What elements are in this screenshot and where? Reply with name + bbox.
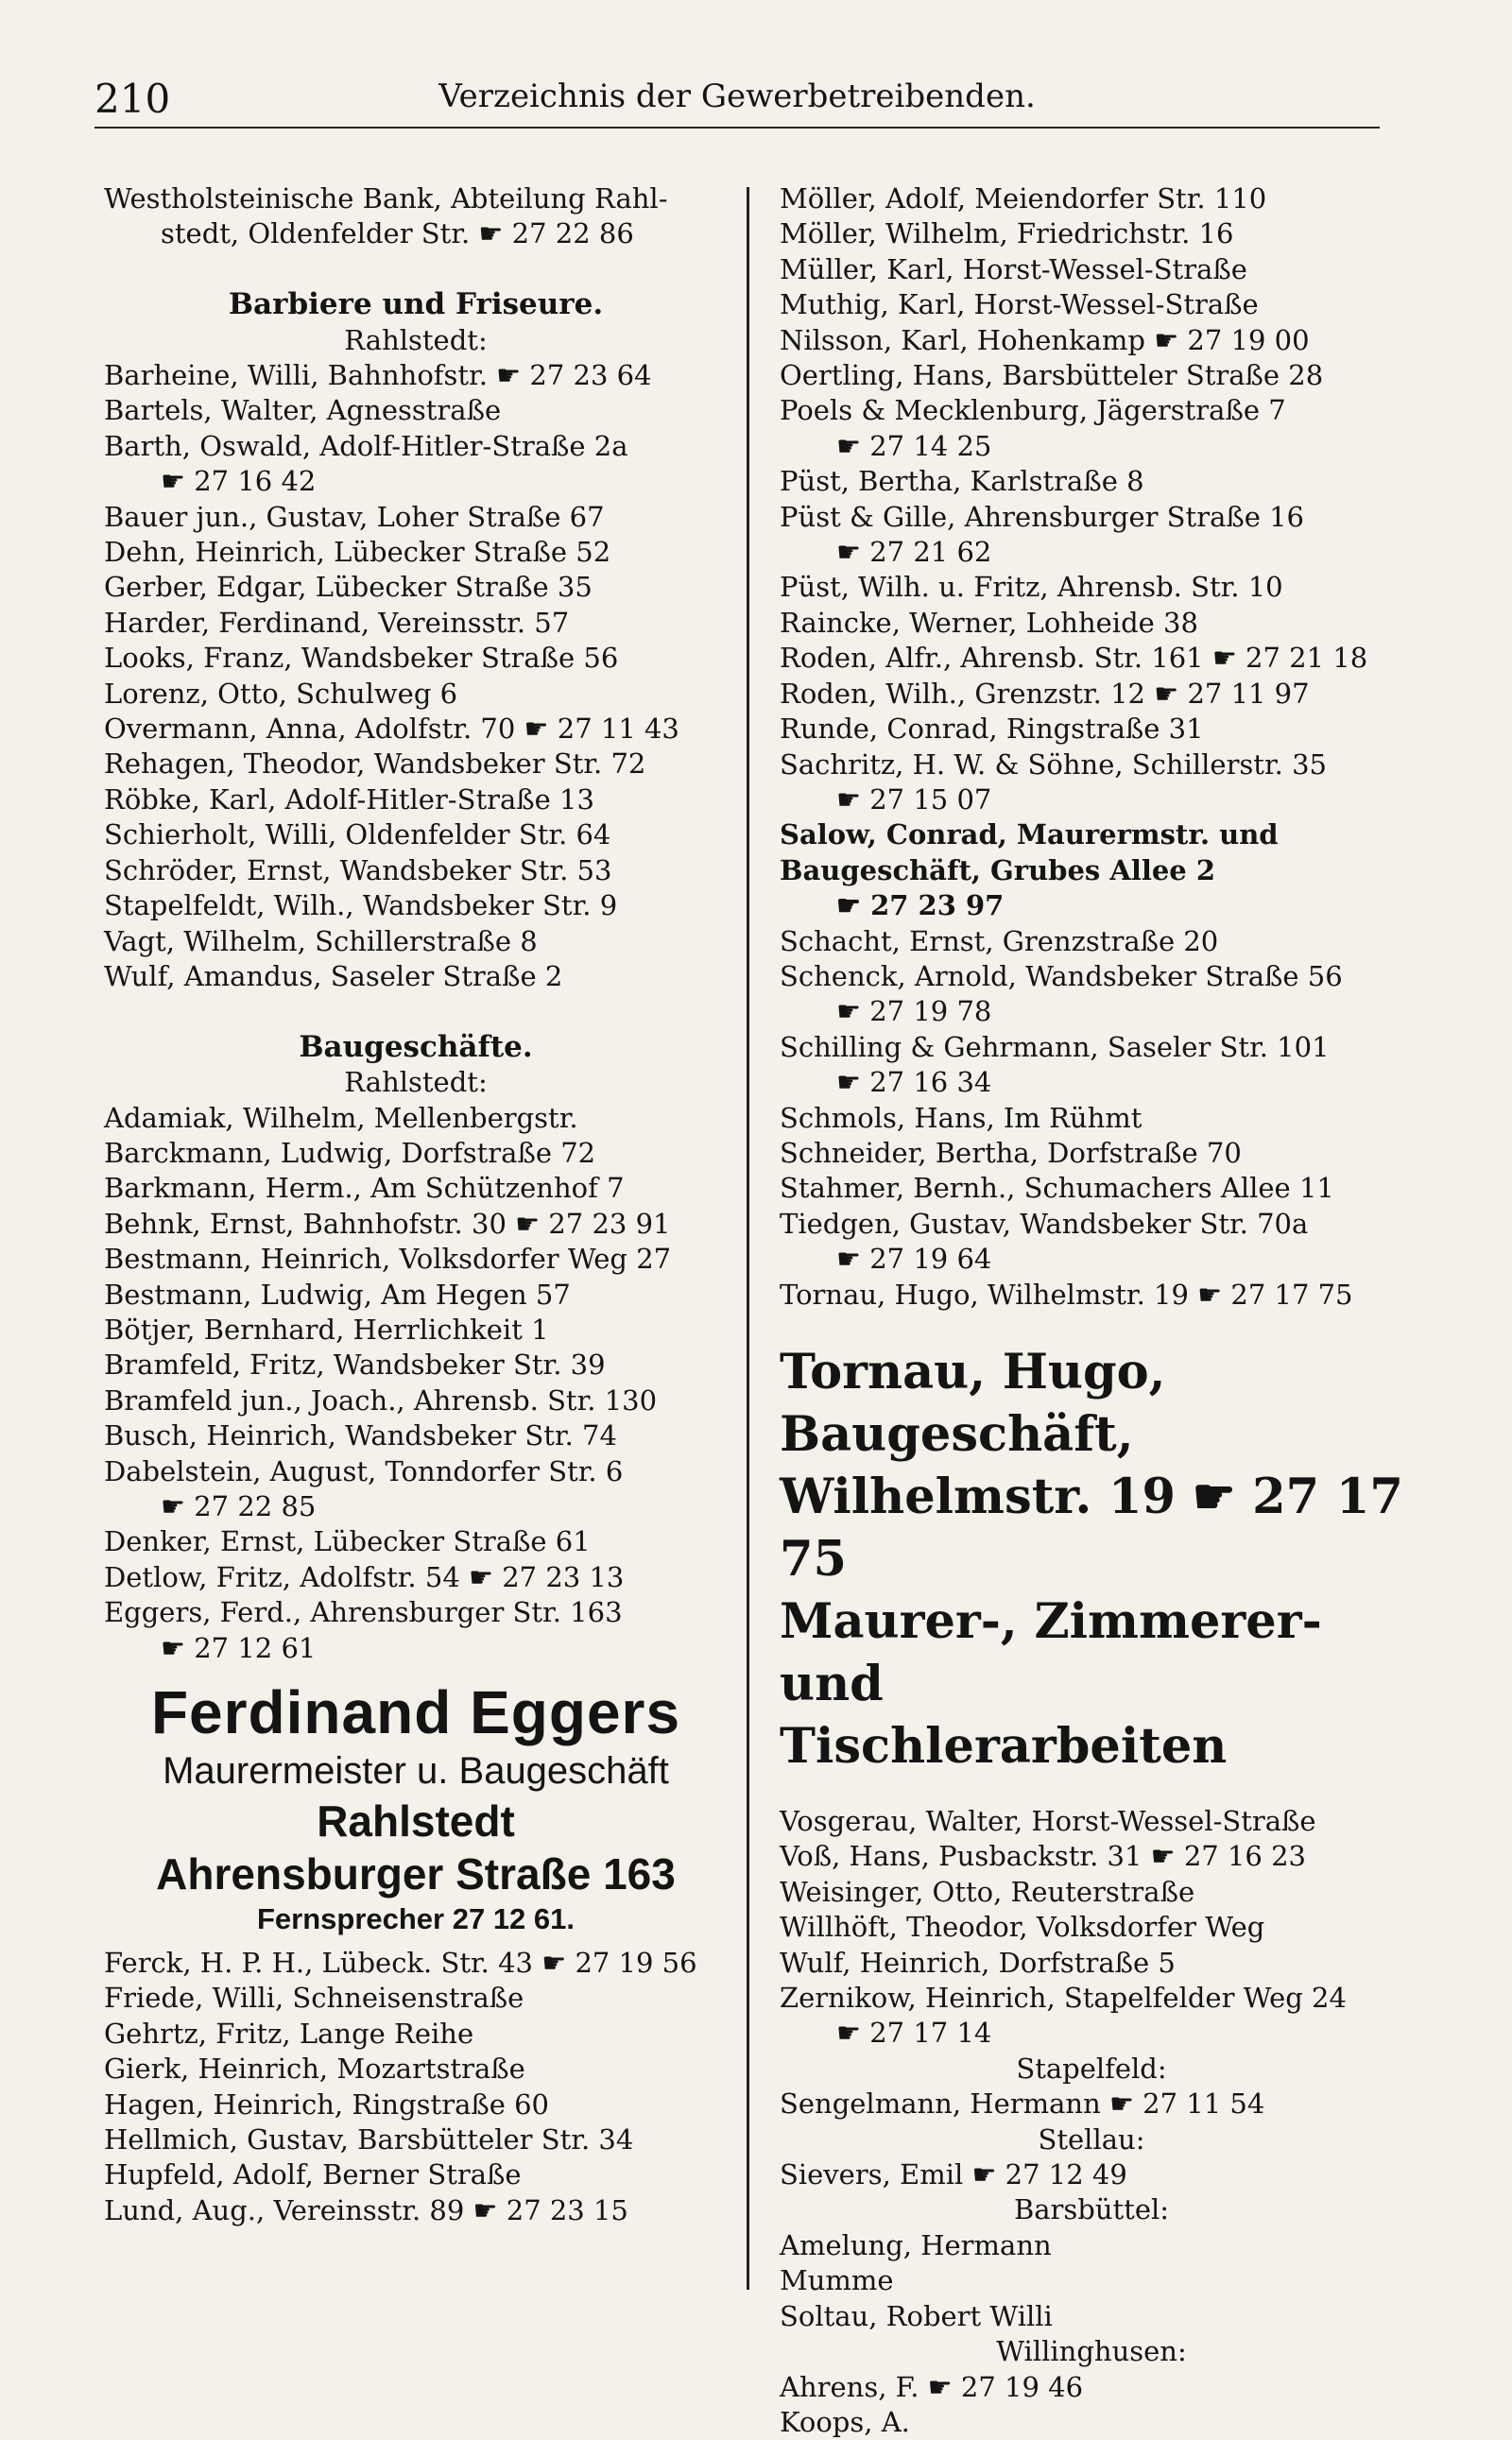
- list-item: Schacht, Ernst, Grenzstraße 20: [780, 924, 1403, 959]
- list-item: Bestmann, Ludwig, Am Hegen 57: [104, 1278, 728, 1313]
- list-item: Oertling, Hans, Barsbütteler Straße 28: [780, 358, 1403, 393]
- list-item: Behnk, Ernst, Bahnhofstr. 30 ☛ 27 23 91: [104, 1207, 728, 1242]
- list-item: Nilsson, Karl, Hohenkamp ☛ 27 19 00: [780, 323, 1403, 358]
- running-title: Verzeichnis der Gewerbetreibenden.: [94, 77, 1380, 115]
- list-item: Sievers, Emil ☛ 27 12 49: [780, 2157, 1403, 2192]
- ad-city: Rahlstedt: [104, 1795, 728, 1847]
- list-item: Bramfeld jun., Joach., Ahrensb. Str. 130: [104, 1383, 728, 1418]
- list-item: ☛ 27 19 64: [780, 1242, 1403, 1277]
- right-after-ad-list: [780, 1804, 1403, 2052]
- list-item: Müller, Karl, Horst-Wessel-Straße: [780, 252, 1403, 287]
- list-item: Schenck, Arnold, Wandsbeker Straße 56: [780, 959, 1403, 994]
- list-item: Bartels, Walter, Agnesstraße: [104, 393, 728, 428]
- list-item: ☛ 27 14 25: [780, 429, 1403, 464]
- place-heading: Rahlstedt:: [104, 1065, 728, 1100]
- section-heading-barbiere: Barbiere und Friseure.: [104, 287, 728, 322]
- list-item: Püst & Gille, Ahrensburger Straße 16: [780, 500, 1403, 535]
- list-item: Wulf, Amandus, Saseler Straße 2: [104, 959, 728, 994]
- list-item: Schneider, Bertha, Dorfstraße 70: [780, 1136, 1403, 1171]
- page-number: 210: [94, 76, 170, 122]
- list-item: Röbke, Karl, Adolf-Hitler-Straße 13: [104, 782, 728, 817]
- list-item: Detlow, Fritz, Adolfstr. 54 ☛ 27 23 13: [104, 1560, 728, 1595]
- list-item: Dabelstein, August, Tonndorfer Str. 6: [104, 1454, 728, 1489]
- section-heading-baugeschaefte: Baugeschäfte.: [104, 1030, 728, 1065]
- list-item: Hagen, Heinrich, Ringstraße 60: [104, 2088, 728, 2122]
- list-item: ☛ 27 16 34: [780, 1065, 1403, 1100]
- list-item: ☛ 27 15 07: [780, 782, 1403, 817]
- ad-name: Ferdinand Eggers: [104, 1677, 728, 1747]
- list-item: Bestmann, Heinrich, Volksdorfer Weg 27: [104, 1242, 728, 1277]
- list-item: Raincke, Werner, Lohheide 38: [780, 606, 1403, 641]
- list-item: Gierk, Heinrich, Mozartstraße: [104, 2052, 728, 2087]
- list-item: Bauer jun., Gustav, Loher Straße 67: [104, 500, 728, 535]
- list-item: Püst, Wilh. u. Fritz, Ahrensb. Str. 10: [780, 570, 1403, 605]
- baugeschaefte-list: [104, 1101, 728, 1667]
- list-item: Barheine, Willi, Bahnhofstr. ☛ 27 23 64: [104, 358, 728, 393]
- ad-phone: Fernsprecher 27 12 61.: [104, 1900, 728, 1938]
- list-item: Poels & Mecklenburg, Jägerstraße 7: [780, 393, 1403, 428]
- list-item: ☛ 27 21 62: [780, 535, 1403, 570]
- list-item: Ferck, H. P. H., Lübeck. Str. 43 ☛ 27 19 56: [104, 1946, 728, 1981]
- list-item: Roden, Wilh., Grenzstr. 12 ☛ 27 11 97: [780, 677, 1403, 712]
- ad-line: Tornau, Hugo, Baugeschäft,: [780, 1341, 1403, 1466]
- list-item: ☛ 27 16 42: [104, 464, 728, 499]
- list-item: Busch, Heinrich, Wandsbeker Str. 74: [104, 1418, 728, 1453]
- list-item: Püst, Bertha, Karlstraße 8: [780, 464, 1403, 499]
- right-mid-list: [780, 924, 1403, 1313]
- list-item: Amelung, Hermann: [780, 2228, 1403, 2263]
- list-item: Schierholt, Willi, Oldenfelder Str. 64: [104, 817, 728, 852]
- list-item: Eggers, Ferd., Ahrensburger Str. 163: [104, 1595, 728, 1630]
- ad-line: Tischlerarbeiten: [780, 1715, 1403, 1778]
- list-item: Willhöft, Theodor, Volksdorfer Weg: [780, 1910, 1403, 1945]
- list-item: Adamiak, Wilhelm, Mellenbergstr.: [104, 1101, 728, 1136]
- list-item: Denker, Ernst, Lübecker Straße 61: [104, 1524, 728, 1559]
- list-item: Stahmer, Bernh., Schumachers Allee 11: [780, 1171, 1403, 1206]
- right-column: [780, 181, 1403, 2440]
- list-item: Ahrens, F. ☛ 27 19 46: [780, 2370, 1403, 2405]
- list-item: Looks, Franz, Wandsbeker Straße 56: [104, 641, 728, 676]
- list-item: Salow, Conrad, Maurermstr. und: [780, 817, 1403, 852]
- list-item: Bötjer, Bernhard, Herrlichkeit 1: [104, 1313, 728, 1348]
- page-header: [94, 66, 1380, 129]
- list-item: Gehrtz, Fritz, Lange Reihe: [104, 2017, 728, 2052]
- list-item: ☛ 27 12 61: [104, 1631, 728, 1666]
- place-heading: Barsbüttel:: [780, 2192, 1403, 2227]
- salow-entry: [780, 817, 1403, 923]
- list-item: Friede, Willi, Schneisenstraße: [104, 1981, 728, 2016]
- ad-line: Wilhelmstr. 19 ☛ 27 17 75: [780, 1466, 1403, 1590]
- list-item: ☛ 27 22 85: [104, 1489, 728, 1524]
- list-item: Weisinger, Otto, Reuterstraße: [780, 1875, 1403, 1910]
- list-item: ☛ 27 23 97: [780, 888, 1403, 923]
- stapelfeld-list: [780, 2087, 1403, 2122]
- list-item: Runde, Conrad, Ringstraße 31: [780, 712, 1403, 747]
- list-item: Roden, Alfr., Ahrensb. Str. 161 ☛ 27 21 18: [780, 641, 1403, 676]
- list-item: Wulf, Heinrich, Dorfstraße 5: [780, 1946, 1403, 1981]
- list-item: Baugeschäft, Grubes Allee 2: [780, 853, 1403, 888]
- list-item: Möller, Adolf, Meiendorfer Str. 110: [780, 181, 1403, 216]
- list-item: Dehn, Heinrich, Lübecker Straße 52: [104, 535, 728, 570]
- list-item: Voß, Hans, Pusbackstr. 31 ☛ 27 16 23: [780, 1839, 1403, 1874]
- right-top-list: [780, 181, 1403, 817]
- advertisement-tornau: [780, 1341, 1403, 1778]
- ad-address: Ahrensburger Straße 163: [104, 1847, 728, 1900]
- list-item: Rehagen, Theodor, Wandsbeker Str. 72: [104, 747, 728, 782]
- list-item: Harder, Ferdinand, Vereinsstr. 57: [104, 606, 728, 641]
- list-item: Sengelmann, Hermann ☛ 27 11 54: [780, 2087, 1403, 2122]
- list-item: Schröder, Ernst, Wandsbeker Str. 53: [104, 853, 728, 888]
- after-ad-list: [104, 1946, 728, 2228]
- place-heading: Stellau:: [780, 2122, 1403, 2157]
- list-item: Hellmich, Gustav, Barsbütteler Str. 34: [104, 2122, 728, 2157]
- place-heading: Rahlstedt:: [104, 323, 728, 358]
- barsbuettel-list: [780, 2228, 1403, 2334]
- ad-trade: Maurermeister u. Baugeschäft: [104, 1747, 728, 1795]
- list-item: Sachritz, H. W. & Söhne, Schillerstr. 35: [780, 747, 1403, 782]
- list-item: Stapelfeldt, Wilh., Wandsbeker Str. 9: [104, 888, 728, 923]
- left-column: [104, 181, 728, 2228]
- list-item: Barckmann, Ludwig, Dorfstraße 72: [104, 1136, 728, 1171]
- list-item: Soltau, Robert Willi: [780, 2299, 1403, 2334]
- advertisement-eggers: [104, 1677, 728, 1938]
- place-heading: Stapelfeld:: [780, 2052, 1403, 2087]
- ad-line: Maurer-, Zimmerer- und: [780, 1590, 1403, 1715]
- list-item: Vagt, Wilhelm, Schillerstraße 8: [104, 924, 728, 959]
- list-item: Westholsteinische Bank, Abteilung Rahl-: [104, 181, 728, 216]
- list-item: Lorenz, Otto, Schulweg 6: [104, 677, 728, 712]
- list-item: Bramfeld, Fritz, Wandsbeker Str. 39: [104, 1348, 728, 1383]
- list-item: Koops, A.: [780, 2405, 1403, 2440]
- willinghusen-list: [780, 2370, 1403, 2440]
- barbiere-list: [104, 358, 728, 994]
- list-item: Tiedgen, Gustav, Wandsbeker Str. 70a: [780, 1207, 1403, 1242]
- list-item: Schilling & Gehrmann, Saseler Str. 101: [780, 1030, 1403, 1065]
- list-item: Mumme: [780, 2263, 1403, 2298]
- list-item: Overmann, Anna, Adolfstr. 70 ☛ 27 11 43: [104, 712, 728, 747]
- list-item: stedt, Oldenfelder Str. ☛ 27 22 86: [104, 216, 728, 251]
- list-item: Muthig, Karl, Horst-Wessel-Straße: [780, 287, 1403, 322]
- list-item: ☛ 27 17 14: [780, 2016, 1403, 2051]
- list-item: Schmols, Hans, Im Rühmt: [780, 1101, 1403, 1136]
- list-item: Vosgerau, Walter, Horst-Wessel-Straße: [780, 1804, 1403, 1839]
- list-item: Zernikow, Heinrich, Stapelfelder Weg 24: [780, 1981, 1403, 2016]
- place-heading: Willinghusen:: [780, 2334, 1403, 2369]
- list-item: ☛ 27 19 78: [780, 994, 1403, 1029]
- stellau-list: [780, 2157, 1403, 2192]
- list-item: Möller, Wilhelm, Friedrichstr. 16: [780, 216, 1403, 251]
- column-divider: [747, 187, 749, 2290]
- list-item: Gerber, Edgar, Lübecker Straße 35: [104, 570, 728, 605]
- list-item: Barkmann, Herm., Am Schützenhof 7: [104, 1171, 728, 1206]
- list-item: Hupfeld, Adolf, Berner Straße: [104, 2157, 728, 2192]
- list-item: Barth, Oswald, Adolf-Hitler-Straße 2a: [104, 429, 728, 464]
- list-item: Lund, Aug., Vereinsstr. 89 ☛ 27 23 15: [104, 2193, 728, 2228]
- list-item: Tornau, Hugo, Wilhelmstr. 19 ☛ 27 17 75: [780, 1278, 1403, 1313]
